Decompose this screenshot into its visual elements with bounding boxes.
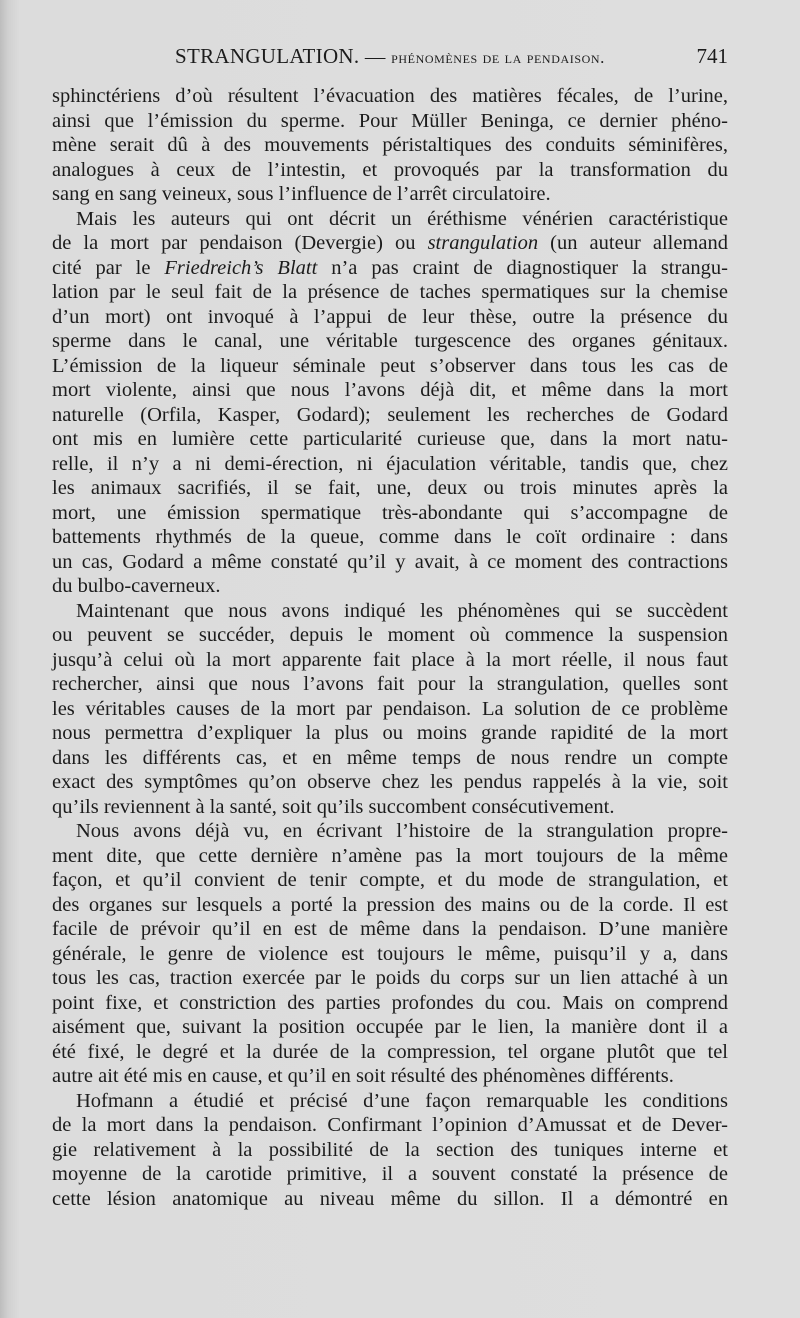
text-segment: gie relativement à la possibilité de la section des tuniques interne et (52, 1138, 728, 1161)
paragraph (52, 599, 728, 820)
running-title-separator: — (359, 46, 392, 68)
text-line (52, 721, 728, 746)
text-line (52, 452, 728, 477)
text-line (52, 1138, 728, 1163)
page-number: 741 (696, 44, 728, 68)
text-segment: sphinctériens d’où résultent l’évacuation des matières fécales, de l’urine, (52, 85, 728, 107)
text-line (52, 329, 728, 354)
text-segment: nous permettra d’expliquer la plus ou moins grande rapidité de la mort (52, 722, 728, 744)
paragraph (52, 207, 728, 599)
text-line (52, 966, 728, 991)
text-segment: L’émission de la liqueur séminale peut s’observer dans tous les cas de (52, 354, 728, 377)
text-line (52, 280, 728, 305)
body-text (52, 84, 728, 1211)
text-line (52, 599, 728, 624)
running-title-main: STRANGULATION. (175, 44, 360, 68)
text-segment: ment dite, que cette dernière n’amène pas la mort toujours de la même (52, 844, 728, 867)
text-line (52, 868, 728, 893)
text-line (52, 672, 728, 697)
text-line (52, 525, 728, 550)
text-segment: les véritables causes de la mort par pendaison. La solution de ce problème (52, 697, 728, 720)
text-segment: jusqu’à celui où la mort apparente fait place à la mort réelle, il nous faut (52, 648, 728, 671)
text-segment: point fixe, et constriction des parties profondes du cou. Mais on comprend (52, 991, 728, 1014)
text-segment: dans les différents cas, et en même temps de nous rendre un compte (52, 746, 728, 769)
italic-text: Friedreich’s Blatt (164, 256, 318, 279)
text-segment: d’un mort) ont invoqué à l’appui de leur thèse, outre la présence du (52, 305, 728, 328)
running-title-sub: phénomènes de la pendaison. (391, 48, 605, 67)
text-line (52, 1089, 728, 1114)
text-line (52, 917, 728, 942)
text-line (52, 1040, 728, 1065)
text-segment: façon, et qu’il convient de tenir compte, et du mode de strangulation, et (52, 869, 728, 891)
text-segment: Maintenant que nous avons indiqué les phénomènes qui se succèdent (76, 599, 728, 622)
text-segment: été fixé, le degré et la durée de la compression, tel organe plutôt que tel (52, 1040, 728, 1063)
text-line (52, 1113, 728, 1138)
text-segment: de la mort dans la pendaison. Confirmant l’opinion d’Amussat et de Dever- (52, 1114, 728, 1136)
text-segment: Nous avons déjà vu, en écrivant l’histoire de la strangulation propre- (76, 820, 728, 842)
text-line (52, 476, 728, 501)
text-line (52, 182, 728, 207)
paragraph (52, 84, 728, 207)
text-line (52, 501, 728, 526)
text-segment: cité par le (52, 256, 165, 279)
running-title (52, 44, 728, 69)
text-line (52, 795, 728, 820)
text-line (52, 378, 728, 403)
text-line (52, 991, 728, 1016)
text-line (52, 84, 728, 109)
text-line (52, 1162, 728, 1187)
italic-text: strangulation (427, 232, 539, 254)
text-segment: aisément que, suivant la position occupée par le lien, la manière dont il a (52, 1016, 728, 1038)
text-line (52, 109, 728, 134)
text-line (52, 1064, 728, 1089)
text-segment: sperme dans le canal, une véritable turgescence des organes génitaux. (52, 330, 728, 352)
text-segment: battements rhythmés de la queue, comme dans le coït ordinaire : dans (52, 526, 728, 548)
text-segment: tous les cas, traction exercée par le poids du corps sur un lien attaché à un (52, 967, 728, 989)
text-segment: (un auteur allemand (538, 232, 728, 254)
text-line (52, 697, 728, 722)
text-line (52, 1015, 728, 1040)
text-segment: ou peuvent se succéder, depuis le moment où commence la suspension (52, 624, 728, 646)
paragraph (52, 819, 728, 1089)
text-segment: mort violente, ainsi que nous l’avons déjà dit, et même dans la mort (52, 379, 728, 401)
text-segment: cette lésion anatomique au niveau même du sillon. Il a démontré en (52, 1187, 728, 1210)
text-segment: un cas, Godard a même constaté qu’il y avait, à ce moment des contractions (52, 550, 728, 573)
text-line (52, 354, 728, 379)
text-segment: naturelle (Orfila, Kasper, Godard); seulement les recherches de Godard (52, 403, 728, 426)
text-segment: rechercher, ainsi que nous l’avons fait pour la strangulation, quelles sont (52, 673, 728, 695)
text-line (52, 1187, 728, 1212)
text-line (52, 231, 728, 256)
text-line (52, 844, 728, 869)
text-segment: du bulbo-caverneux. (52, 575, 221, 597)
text-line (52, 648, 728, 673)
page-header (52, 44, 728, 74)
text-segment: exact des symptômes qu’on observe chez les pendus rappelés à la vie, soit (52, 771, 728, 793)
text-segment: moyenne de la carotide primitive, il a souvent constaté la présence de (52, 1163, 728, 1185)
text-segment: mène serait dû à des mouvements péristaltiques des conduits séminifères, (52, 134, 728, 156)
text-line (52, 305, 728, 330)
text-segment: lation par le seul fait de la présence de taches spermatiques sur la chemise (52, 281, 728, 303)
text-line (52, 158, 728, 183)
paragraph (52, 1089, 728, 1212)
text-line (52, 574, 728, 599)
text-segment: facile de prévoir qu’il en est de même dans la pendaison. D’une manière (52, 918, 728, 940)
text-line (52, 819, 728, 844)
text-segment: ainsi que l’émission du sperme. Pour Müller Beninga, ce dernier phéno- (52, 109, 728, 132)
text-segment: n’a pas craint de diagnostiquer la strangu- (317, 256, 728, 279)
text-line (52, 207, 728, 232)
text-segment: mort, une émission spermatique très-abondante qui s’accompagne de (52, 501, 728, 524)
text-line (52, 256, 728, 281)
text-segment: de la mort par pendaison (Devergie) ou (52, 232, 428, 254)
text-segment: Mais les auteurs qui ont décrit un éréthisme vénérien caractéristique (76, 207, 728, 230)
text-segment: relle, il n’y a ni demi-érection, ni éjaculation véritable, tandis que, chez (52, 452, 728, 475)
text-line (52, 623, 728, 648)
text-line (52, 893, 728, 918)
text-segment: les animaux sacrifiés, il se fait, une, deux ou trois minutes après la (52, 477, 728, 499)
text-segment: ont mis en lumière cette particularité curieuse que, dans la mort natu- (52, 428, 728, 450)
text-segment: sang en sang veineux, sous l’influence de l’arrêt circulatoire. (52, 183, 551, 205)
text-segment: analogues à ceux de l’intestin, et provoqués par la transformation du (52, 158, 728, 181)
text-segment: autre ait été mis en cause, et qu’il en soit résulté des phénomènes différents. (52, 1065, 674, 1087)
text-segment: qu’ils reviennent à la santé, soit qu’ils succombent consécutivement. (52, 795, 615, 818)
text-line (52, 133, 728, 158)
text-segment: des organes sur lesquels a porté la pression des mains ou de la corde. Il est (52, 893, 728, 916)
text-line (52, 770, 728, 795)
text-line (52, 746, 728, 771)
text-line (52, 403, 728, 428)
text-line (52, 427, 728, 452)
text-segment: Hofmann a étudié et précisé d’une façon remarquable les conditions (76, 1089, 728, 1112)
text-line (52, 550, 728, 575)
text-segment: générale, le genre de violence est toujours le même, puisqu’il y a, dans (52, 942, 728, 965)
text-line (52, 942, 728, 967)
